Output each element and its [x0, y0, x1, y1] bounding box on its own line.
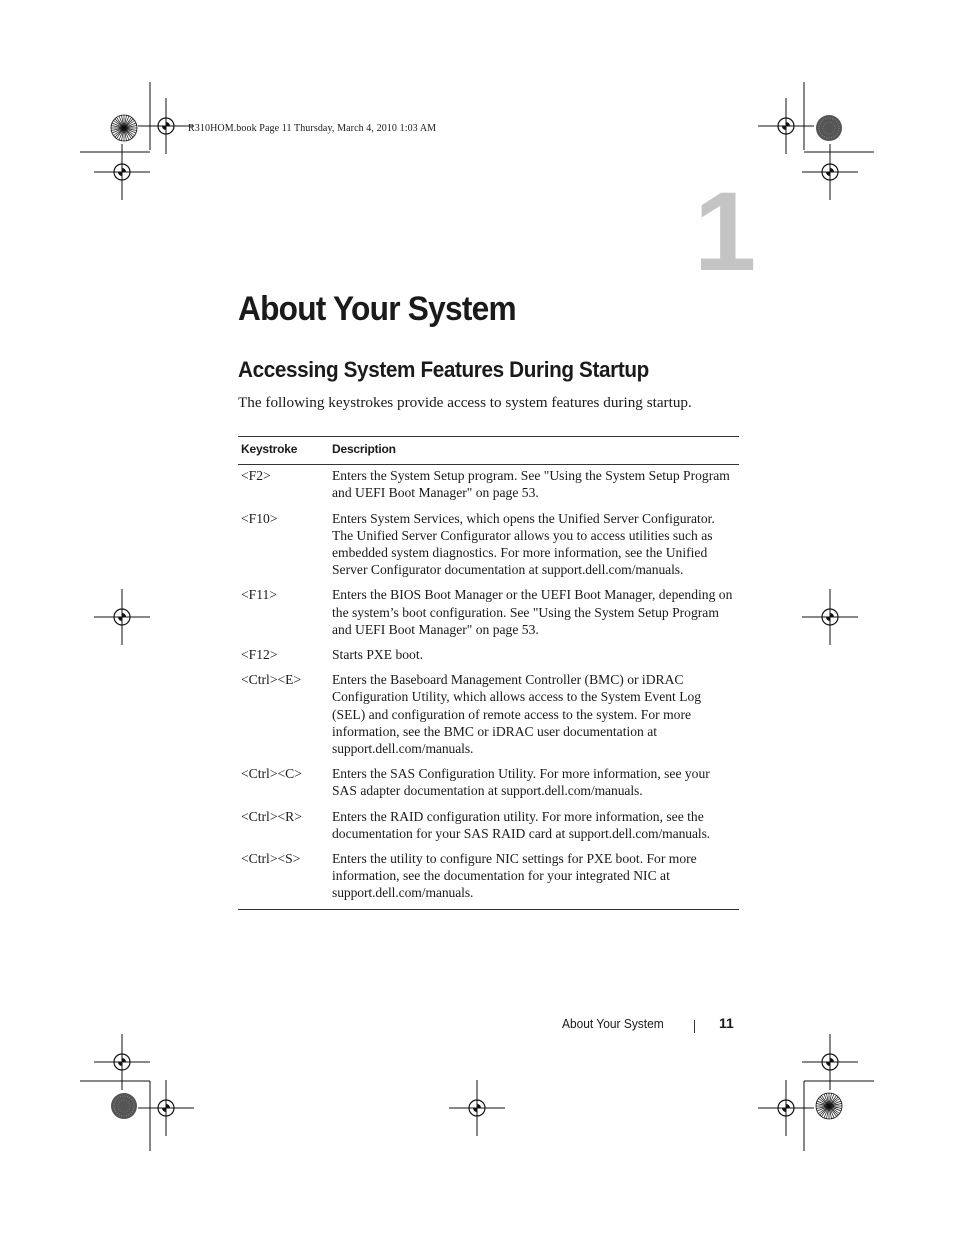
keystroke-table — [238, 436, 739, 910]
table-row — [238, 645, 739, 670]
table-row — [238, 764, 739, 806]
keystroke-cell: <Ctrl><C> — [241, 766, 302, 782]
description-text: Enters the BIOS Boot Manager or the UEFI Boot Manager, depending on the system’s boot configuration. See "Using the System Setup Program and UEFI Boot Manager" on page 53. — [332, 587, 733, 637]
description-cell — [329, 585, 739, 645]
manuals-link[interactable]: support.dell.com/manuals — [332, 741, 471, 757]
manuals-link[interactable]: support.dell.com/manuals — [332, 885, 471, 901]
description-trailing: . — [470, 741, 474, 757]
description-trailing: . — [470, 885, 474, 901]
keystroke-cell: <F2> — [241, 468, 271, 484]
manuals-link[interactable]: support.dell.com/manuals — [501, 783, 640, 799]
table-row — [238, 670, 739, 764]
description-text: Enters the System Setup program. See "Using the System Setup Program and UEFI Boot Manager" on page 53. — [332, 468, 730, 501]
chapter-title: About Your System — [238, 290, 516, 328]
keystroke-cell: <Ctrl><E> — [241, 672, 302, 688]
description-trailing: . — [679, 562, 684, 578]
table-row — [238, 807, 739, 849]
table-row — [238, 509, 739, 586]
header-description: Description — [329, 437, 739, 465]
keystroke-cell: <F11> — [241, 587, 277, 603]
footer-divider — [694, 1020, 695, 1033]
keystroke-cell: <F12> — [241, 647, 278, 663]
section-title: Accessing System Features During Startup — [238, 357, 649, 382]
table-header-row — [238, 437, 739, 465]
description-trailing: . — [706, 825, 711, 841]
table-row — [238, 849, 739, 909]
description-text: Enters the RAID configuration utility. For more information, see the documentation for your SAS RAID card at — [332, 808, 704, 841]
keystroke-cell: <F10> — [241, 510, 278, 526]
keystroke-cell: <Ctrl><S> — [238, 849, 329, 909]
keystroke-cell: <Ctrl><R> — [241, 808, 302, 824]
description-cell — [329, 849, 739, 909]
manuals-link[interactable]: support.dell.com/manuals — [568, 825, 707, 841]
description-cell — [329, 465, 739, 509]
description-cell — [329, 645, 739, 670]
print-slug-line: R310HOM.book Page 11 Thursday, March 4, 2010 1:03 AM — [188, 123, 437, 134]
intro-paragraph: The following keystrokes provide access to system features during startup. — [238, 394, 692, 411]
description-text: Enters the SAS Configuration Utility. For more information, see your SAS adapter documentation at — [332, 766, 710, 799]
chapter-number: 1 — [694, 169, 757, 294]
description-cell — [329, 670, 739, 764]
description-trailing: . — [639, 783, 643, 799]
description-text: Enters the utility to configure NIC settings for PXE boot. For more information, see the documentation for your integrated NIC at — [332, 851, 697, 884]
table-body — [238, 465, 739, 909]
table-row — [238, 585, 739, 645]
footer-page-number: 11 — [719, 1015, 734, 1031]
description-cell — [329, 509, 739, 586]
header-keystroke: Keystroke — [238, 437, 329, 465]
description-text: Enters the Baseboard Management Controller (BMC) or iDRAC Configuration Utility, which allows access to the System Event Log (SEL) and configuration of remote access to the system. For more information, see the BMC or iDRAC user documentation at — [332, 672, 702, 739]
footer-section-label: About Your System — [562, 1016, 664, 1031]
description-text: Enters System Services, which opens the Unified Server Configurator. The Unified Server Configurator allows you to access utilities such as embedded system diagnostics. For more information, see the Unified Server Configurator documentation at — [332, 510, 715, 578]
manuals-link[interactable]: support.dell.com/manuals — [541, 562, 680, 578]
table-row — [238, 465, 739, 509]
description-text: Starts PXE boot. — [332, 647, 424, 663]
description-cell — [329, 807, 739, 849]
description-cell — [329, 764, 739, 806]
